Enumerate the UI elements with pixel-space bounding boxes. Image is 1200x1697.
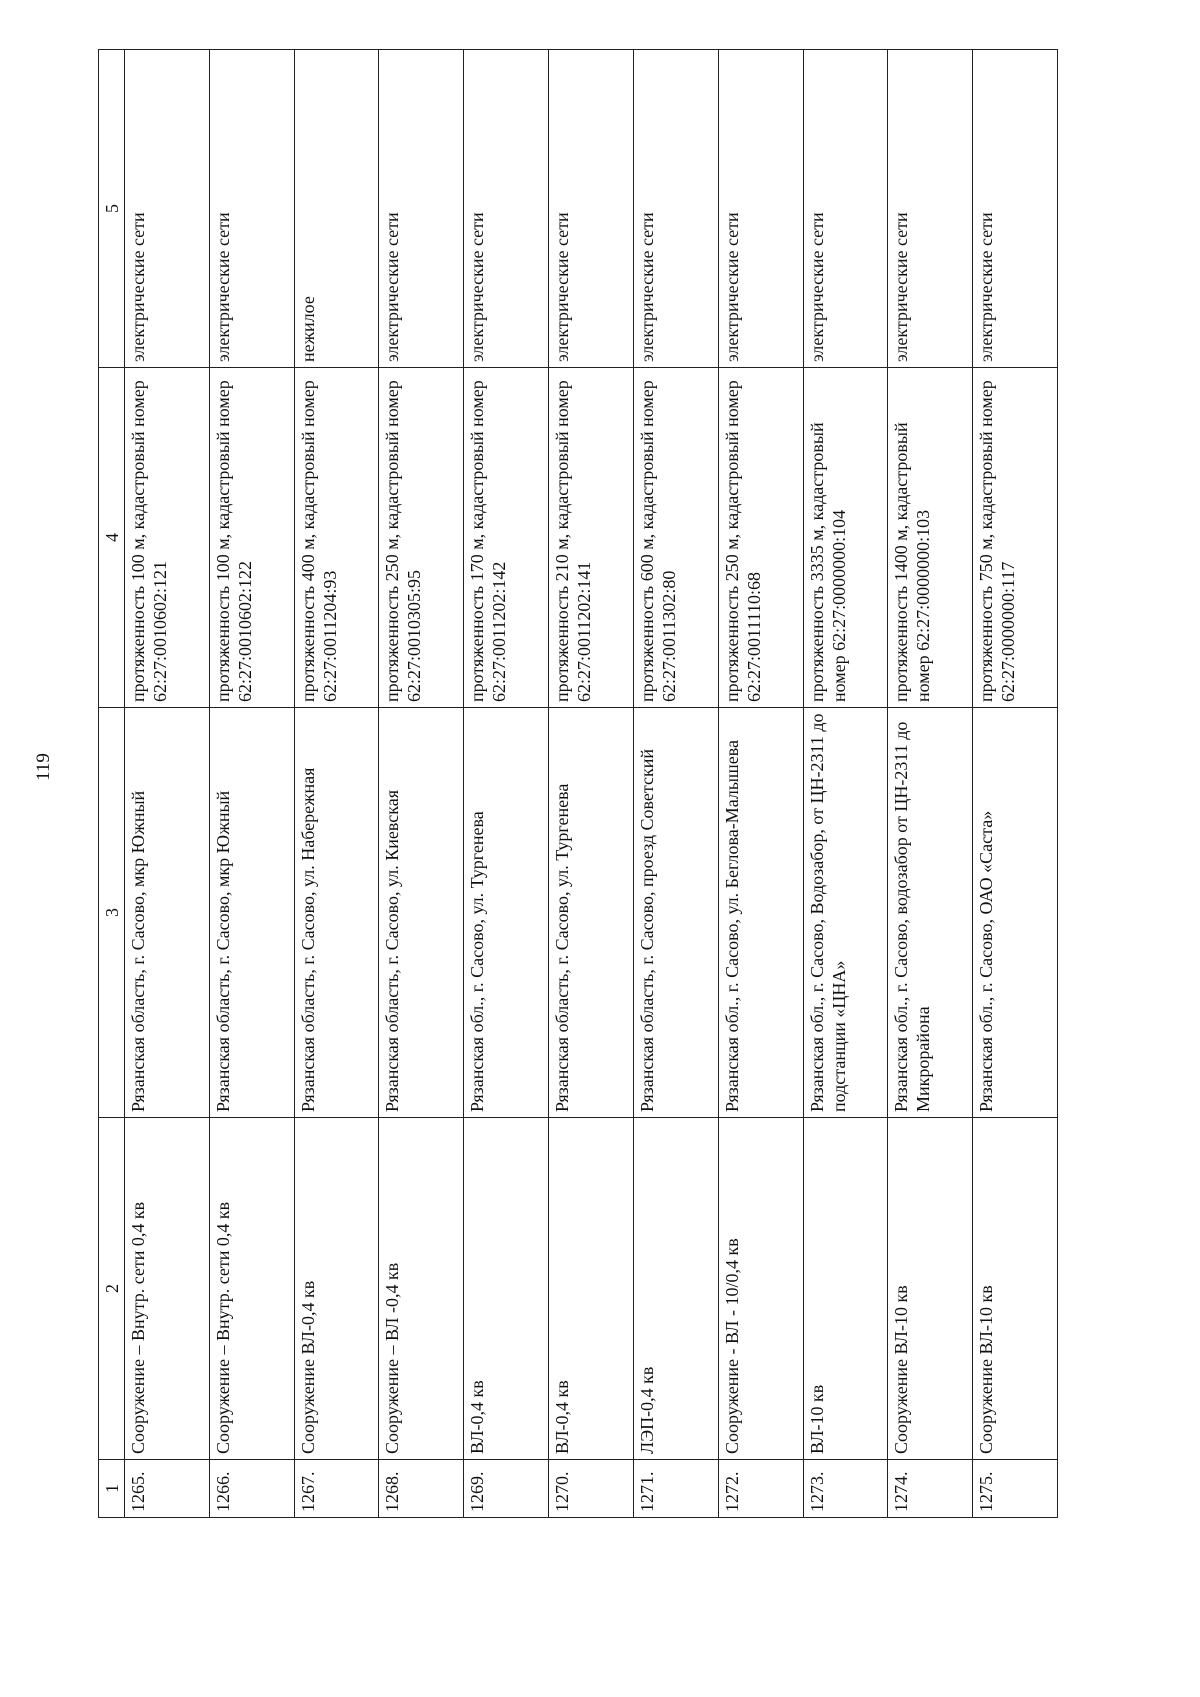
object-address: Рязанская обл., г. Сасово, водозабор от ЦН-2311 до Микрорайона: [888, 708, 973, 1118]
object-characteristics: протяженность 210 м, кадастровый номер 62:27:0011202:141: [549, 368, 634, 708]
table-row: [294, 50, 379, 1518]
object-address: Рязанская область, г. Сасово, ул. Набережная: [294, 708, 379, 1118]
table-row: [379, 50, 464, 1518]
row-number: 1274.: [888, 1460, 973, 1518]
object-address: Рязанская обл., г. Сасово, ОАО «Саста»: [973, 708, 1058, 1118]
object-characteristics: протяженность 600 м, кадастровый номер 62:27:0011302:80: [633, 368, 718, 708]
column-number: 1: [99, 1460, 125, 1518]
column-number: 5: [99, 50, 125, 368]
row-number: 1265.: [125, 1460, 210, 1518]
row-number: 1266.: [209, 1460, 294, 1518]
table-row: [464, 50, 549, 1518]
object-address: Рязанская область, г. Сасово, мкр Южный: [125, 708, 210, 1118]
table-row: [973, 50, 1058, 1518]
object-characteristics: протяженность 1400 м, кадастровый номер 62:27:0000000:103: [888, 368, 973, 708]
table-row: [209, 50, 294, 1518]
object-purpose: электрические сети: [973, 50, 1058, 368]
row-number: 1268.: [379, 1460, 464, 1518]
object-name: Сооружение – ВЛ -0,4 кв: [379, 1118, 464, 1460]
object-characteristics: протяженность 100 м, кадастровый номер 62:27:0010602:122: [209, 368, 294, 708]
object-address: Рязанская область, г. Сасово, проезд Советский: [633, 708, 718, 1118]
table-row: [633, 50, 718, 1518]
registry-table-container: [98, 50, 1058, 1518]
object-characteristics: протяженность 400 м, кадастровый номер 62:27:0011204:93: [294, 368, 379, 708]
object-address: Рязанская область, г. Сасово, ул. Тургенева: [549, 708, 634, 1118]
object-purpose: электрические сети: [125, 50, 210, 368]
column-number-row: [99, 50, 125, 1518]
object-characteristics: протяженность 250 м, кадастровый номер 62:27:0010305:95: [379, 368, 464, 708]
object-name: ВЛ-0,4 кв: [549, 1118, 634, 1460]
table-row: [888, 50, 973, 1518]
row-number: 1273.: [803, 1460, 888, 1518]
row-number: 1270.: [549, 1460, 634, 1518]
object-name: Сооружение ВЛ-10 кв: [973, 1118, 1058, 1460]
object-name: ВЛ-0,4 кв: [464, 1118, 549, 1460]
object-purpose: электрические сети: [633, 50, 718, 368]
row-number: 1271.: [633, 1460, 718, 1518]
column-number: 2: [99, 1118, 125, 1460]
table-row: [803, 50, 888, 1518]
object-purpose: электрические сети: [549, 50, 634, 368]
object-characteristics: протяженность 3335 м, кадастровый номер 62:27:0000000:104: [803, 368, 888, 708]
row-number: 1267.: [294, 1460, 379, 1518]
row-number: 1272.: [718, 1460, 803, 1518]
object-address: Рязанская обл., г. Сасово, ул. Тургенева: [464, 708, 549, 1118]
object-purpose: электрические сети: [464, 50, 549, 368]
object-purpose: электрические сети: [718, 50, 803, 368]
object-address: Рязанская обл., г. Сасово, ул. Беглова-Малышева: [718, 708, 803, 1118]
object-characteristics: протяженность 100 м, кадастровый номер 62:27:0010602:121: [125, 368, 210, 708]
table-row: [718, 50, 803, 1518]
object-characteristics: протяженность 250 м, кадастровый номер 62:27:0011110:68: [718, 368, 803, 708]
object-purpose: электрические сети: [209, 50, 294, 368]
object-purpose: нежилое: [294, 50, 379, 368]
object-purpose: электрические сети: [803, 50, 888, 368]
object-name: Сооружение ВЛ-0,4 кв: [294, 1118, 379, 1460]
registry-table: [98, 49, 1058, 1518]
object-name: Сооружение – Внутр. сети 0,4 кв: [125, 1118, 210, 1460]
page-number: 119: [33, 753, 54, 781]
object-name: Сооружение - ВЛ - 10/0,4 кв: [718, 1118, 803, 1460]
object-name: Сооружение – Внутр. сети 0,4 кв: [209, 1118, 294, 1460]
table-row: [125, 50, 210, 1518]
object-characteristics: протяженность 170 м, кадастровый номер 62:27:0011202:142: [464, 368, 549, 708]
registry-table-rotated: [98, 50, 1058, 1518]
object-name: Сооружение ВЛ-10 кв: [888, 1118, 973, 1460]
object-characteristics: протяженность 750 м, кадастровый номер 62:27:0000000:117: [973, 368, 1058, 708]
object-purpose: электрические сети: [888, 50, 973, 368]
object-address: Рязанская область, г. Сасово, ул. Киевская: [379, 708, 464, 1118]
object-name: ЛЭП-0,4 кв: [633, 1118, 718, 1460]
table-row: [549, 50, 634, 1518]
object-address: Рязанская обл., г. Сасово, Водозабор, от ЦН-2311 до подстанции «ЦНА»: [803, 708, 888, 1118]
column-number: 4: [99, 368, 125, 708]
row-number: 1275.: [973, 1460, 1058, 1518]
object-address: Рязанская область, г. Сасово, мкр Южный: [209, 708, 294, 1118]
row-number: 1269.: [464, 1460, 549, 1518]
object-name: ВЛ-10 кв: [803, 1118, 888, 1460]
object-purpose: электрические сети: [379, 50, 464, 368]
column-number: 3: [99, 708, 125, 1118]
